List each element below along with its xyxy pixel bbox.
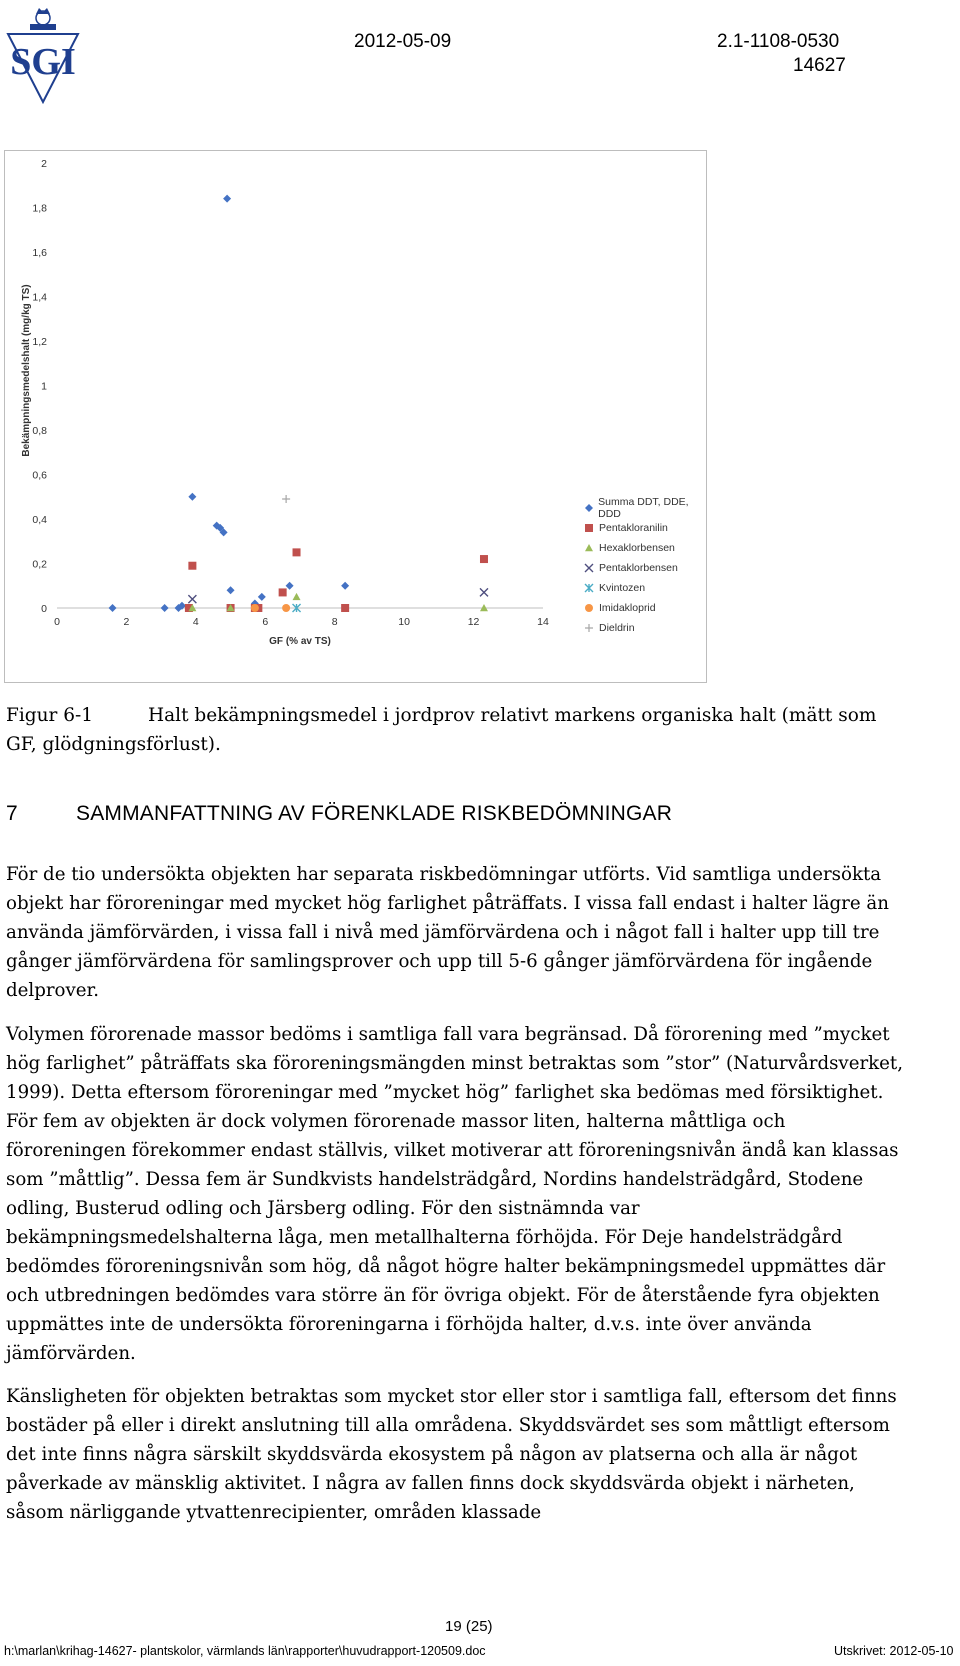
data-point bbox=[286, 582, 294, 590]
legend-marker-icon bbox=[583, 562, 595, 574]
legend-label: Pentakloranilin bbox=[599, 522, 668, 534]
data-point bbox=[109, 604, 117, 612]
y-tick-label: 0,4 bbox=[32, 514, 47, 526]
legend-label: Hexaklorbensen bbox=[599, 542, 675, 554]
x-tick-label: 4 bbox=[192, 616, 199, 628]
x-tick-label: 6 bbox=[262, 616, 269, 628]
y-tick-label: 0 bbox=[41, 603, 47, 615]
y-tick-label: 0,8 bbox=[32, 425, 47, 437]
header-date: 2012-05-09 bbox=[354, 31, 452, 52]
x-tick-label: 10 bbox=[398, 616, 410, 628]
data-point bbox=[258, 593, 266, 601]
legend-label: Imidakloprid bbox=[599, 602, 656, 614]
legend-item bbox=[583, 598, 706, 618]
legend-marker bbox=[585, 544, 593, 551]
page-number: 19 (25) bbox=[445, 1618, 493, 1635]
legend-marker bbox=[585, 504, 593, 512]
series-6 bbox=[282, 495, 290, 503]
series-0 bbox=[109, 195, 350, 612]
x-tick-label: 14 bbox=[537, 616, 549, 628]
data-point bbox=[279, 588, 287, 596]
printed-date: Utskrivet: 2012-05-10 bbox=[834, 1644, 954, 1658]
header-reference: 2.1-1108-0530 bbox=[717, 31, 840, 52]
legend-label: Summa DDT, DDE, DDD bbox=[598, 496, 689, 520]
data-point bbox=[223, 195, 231, 203]
legend-marker-icon bbox=[583, 582, 595, 594]
paragraph-volume: Volymen förorenade massor bedöms i samtliga fall vara begränsad. Då förorening med ”mycket hög farlighet” påträffats ska föroreningsmängden minst betraktas som ”stor” (Naturvårdsverket, 1999). Detta eftersom föroreningar med ”mycket hög” farlighet ska bedömas med försiktighet. För fem av objekten är dock volymen förorenade massor liten, halterna måttliga och föroreningen förekommer endast ställvis, vilket motiverar att föroreningsnivån ändå kan klassas som ”måttlig”. Dessa fem är Sundkvists handelsträdgård, Nordins handelsträdgård, Stodene odling, Busterud odling och Järsberg odling. För den sistnämnda var bekämpningsmedelshalterna låga, men metallhalterna förhöjda. För Deje handelsträdgård bedömdes föroreningsnivån som hög, då något högre halter bekämpningsmedel uppmättes där och utbredningen bedömdes vara större än för övriga objekt. För de återstående fyra objekten uppmättes inte de undersökta föroreningarna i förhöjda halter, d.v.s. inte över använda jämförvärden. bbox=[6, 1024, 904, 1364]
y-tick-label: 1 bbox=[41, 380, 47, 393]
logo-text: SGI bbox=[10, 41, 76, 83]
figure-caption-text: Halt bekämpningsmedel i jordprov relativt markens organiska halt (mätt som GF, glödgningsförlust). bbox=[6, 705, 877, 755]
data-point bbox=[293, 548, 301, 556]
header-project-number: 14627 bbox=[793, 55, 846, 76]
y-axis-title: Bekämpningsmedelshalt (mg/kg TS) bbox=[21, 284, 32, 457]
data-point bbox=[251, 604, 259, 612]
paragraph-sensitivity: Känsligheten för objekten betraktas som mycket stor eller stor i samtliga fall, eftersom det finns bostäder på eller i direkt anslutning till alla områdena. Skyddsvärdet ses som måttligt eftersom det inte finns några särskilt skyddsvärda ekosystem på någon av platserna och alla är något påverkade av mänsklig aktivitet. I några av fallen finns dock skyddsvärda objekt i närheten, såsom närliggande ytvattenrecipienter, områden klassade bbox=[6, 1386, 897, 1523]
legend-label: Kvintozen bbox=[599, 582, 646, 594]
x-tick-label: 0 bbox=[54, 616, 60, 628]
figure-number: Figur 6-1 bbox=[6, 705, 94, 726]
chart-legend bbox=[583, 498, 706, 638]
legend-item bbox=[583, 578, 706, 598]
legend-marker bbox=[585, 604, 593, 612]
data-point bbox=[480, 555, 488, 563]
legend-marker bbox=[585, 584, 593, 592]
y-tick-label: 0,2 bbox=[32, 558, 47, 571]
y-tick-label: 1,6 bbox=[32, 247, 47, 259]
legend-item bbox=[583, 498, 706, 518]
paragraph-summary: För de tio undersökta objekten har separata riskbedömningar utförts. Vid samtliga undersökta objekt har föroreningar med mycket hög farlighet påträffats. I vissa fall endast i halter lägre än använda jämförvärden, i vissa fall i nivå med jämförvärdena och i något fall i halter upp till tre gånger jämförvärdena för samlingsprover och upp till 5-6 gånger jämförvärdena för ingående delprover. bbox=[6, 864, 889, 1001]
legend-item bbox=[583, 558, 706, 578]
data-point bbox=[188, 595, 196, 603]
data-point bbox=[293, 593, 301, 600]
section-number: 7 bbox=[6, 802, 18, 825]
x-tick-label: 2 bbox=[123, 616, 130, 628]
legend-marker bbox=[585, 564, 593, 572]
data-point bbox=[282, 495, 290, 503]
data-point bbox=[341, 604, 349, 612]
legend-marker bbox=[585, 524, 593, 532]
legend-marker bbox=[585, 624, 593, 632]
legend-item bbox=[583, 538, 706, 558]
data-point bbox=[282, 604, 290, 612]
legend-label: Dieldrin bbox=[599, 622, 635, 634]
figure-caption bbox=[6, 701, 906, 759]
x-tick-label: 12 bbox=[467, 616, 480, 628]
legend-marker-icon bbox=[583, 602, 595, 614]
legend-item bbox=[583, 518, 706, 538]
legend-item bbox=[583, 618, 706, 638]
x-axis-title: GF (% av TS) bbox=[269, 636, 331, 647]
data-point bbox=[188, 493, 196, 501]
legend-marker-icon bbox=[583, 542, 595, 554]
legend-marker-icon bbox=[583, 502, 594, 514]
data-point bbox=[227, 586, 235, 594]
data-point bbox=[480, 588, 488, 596]
section-heading bbox=[6, 802, 672, 826]
file-path: h:\marlan\krihag-14627- plantskolor, värmlands län\rapporter\huvudrapport-120509.doc bbox=[4, 1644, 486, 1658]
legend-marker-icon bbox=[583, 522, 595, 534]
scatter-chart bbox=[4, 150, 707, 683]
legend-marker-icon bbox=[583, 622, 595, 634]
data-point bbox=[161, 604, 169, 612]
data-point bbox=[188, 562, 196, 570]
y-tick-label: 2 bbox=[41, 158, 47, 170]
y-tick-label: 1,2 bbox=[32, 336, 47, 348]
data-point bbox=[341, 582, 349, 590]
y-tick-label: 1,4 bbox=[32, 291, 47, 304]
x-tick-label: 8 bbox=[331, 616, 338, 628]
sgi-logo bbox=[6, 4, 80, 104]
legend-label: Pentaklorbensen bbox=[599, 562, 678, 574]
series-1 bbox=[185, 548, 488, 612]
y-tick-label: 1,8 bbox=[32, 202, 47, 215]
y-tick-label: 0,6 bbox=[32, 469, 47, 482]
section-title: SAMMANFATTNING AV FÖRENKLADE RISKBEDÖMNINGAR bbox=[76, 802, 673, 825]
